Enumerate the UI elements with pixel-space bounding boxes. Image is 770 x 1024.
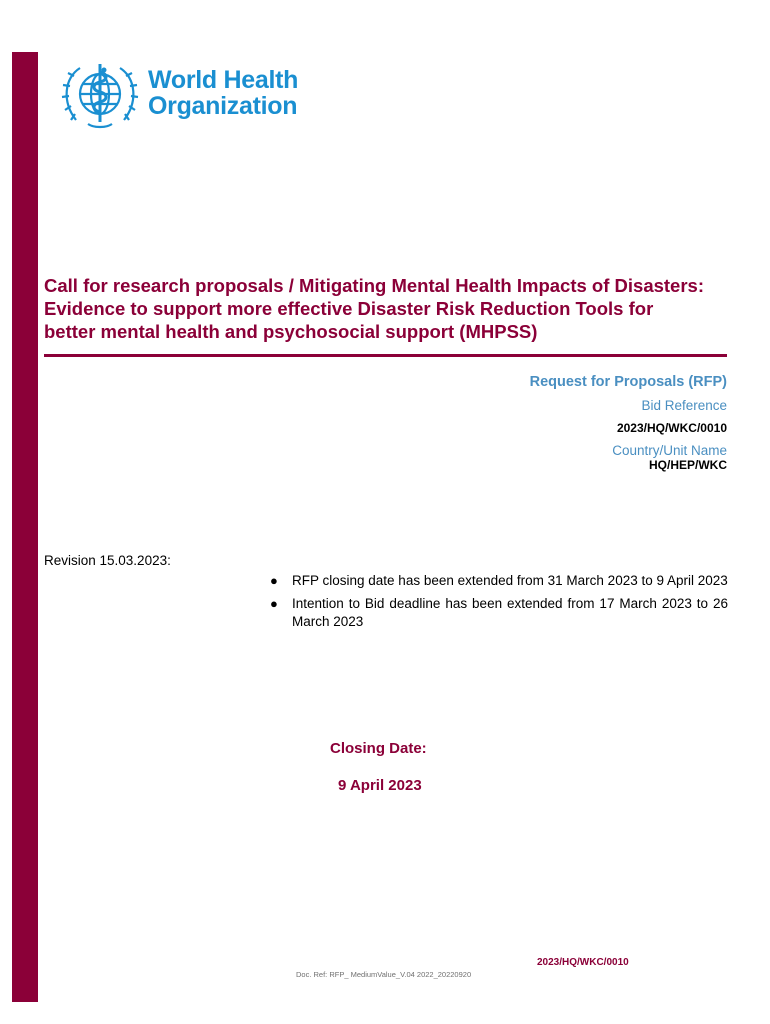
country-unit-label: Country/Unit Name (612, 443, 727, 458)
bid-reference-value: 2023/HQ/WKC/0010 (616, 421, 727, 435)
document-title (44, 274, 728, 343)
who-logo (58, 56, 298, 130)
document-title-line2: Evidence to support more effective Disaster Risk Reduction Tools for (44, 298, 654, 319)
revision-list (268, 572, 728, 636)
bullet-icon: ● (270, 573, 278, 588)
footer-reference: 2023/HQ/WKC/0010 (537, 957, 629, 968)
who-emblem-icon (58, 56, 142, 130)
document-title-line1: Call for research proposals / Mitigating Mental Health Impacts of Disasters: (44, 275, 704, 296)
closing-date-label: Closing Date: (330, 740, 427, 757)
revision-item-text: RFP closing date has been extended from 31 March 2023 to 9 April 2023 (292, 573, 728, 588)
closing-date-value: 9 April 2023 (338, 777, 422, 794)
bid-reference-label: Bid Reference (641, 398, 727, 413)
footer-doc-ref: Doc. Ref: RFP_ MediumValue_V.04 2022_20220920 (296, 970, 472, 979)
rfp-heading: Request for Proposals (RFP) (529, 374, 727, 390)
list-item (268, 595, 728, 631)
bullet-icon: ● (270, 596, 278, 611)
organization-name-line1: World Health (148, 66, 299, 94)
side-accent-bar (12, 52, 38, 1002)
country-unit-value: HQ/HEP/WKC (649, 458, 727, 472)
organization-name (148, 67, 298, 119)
rfp-details (327, 372, 727, 472)
title-divider (44, 354, 727, 357)
list-item (268, 572, 728, 590)
document-title-line3: better mental health and psychosocial support (MHPSS) (44, 321, 538, 342)
organization-name-line2: Organization (148, 92, 298, 120)
revision-label: Revision 15.03.2023: (44, 553, 171, 568)
revision-item-text: Intention to Bid deadline has been extended from 17 March 2023 to 26 March 2023 (292, 596, 728, 629)
